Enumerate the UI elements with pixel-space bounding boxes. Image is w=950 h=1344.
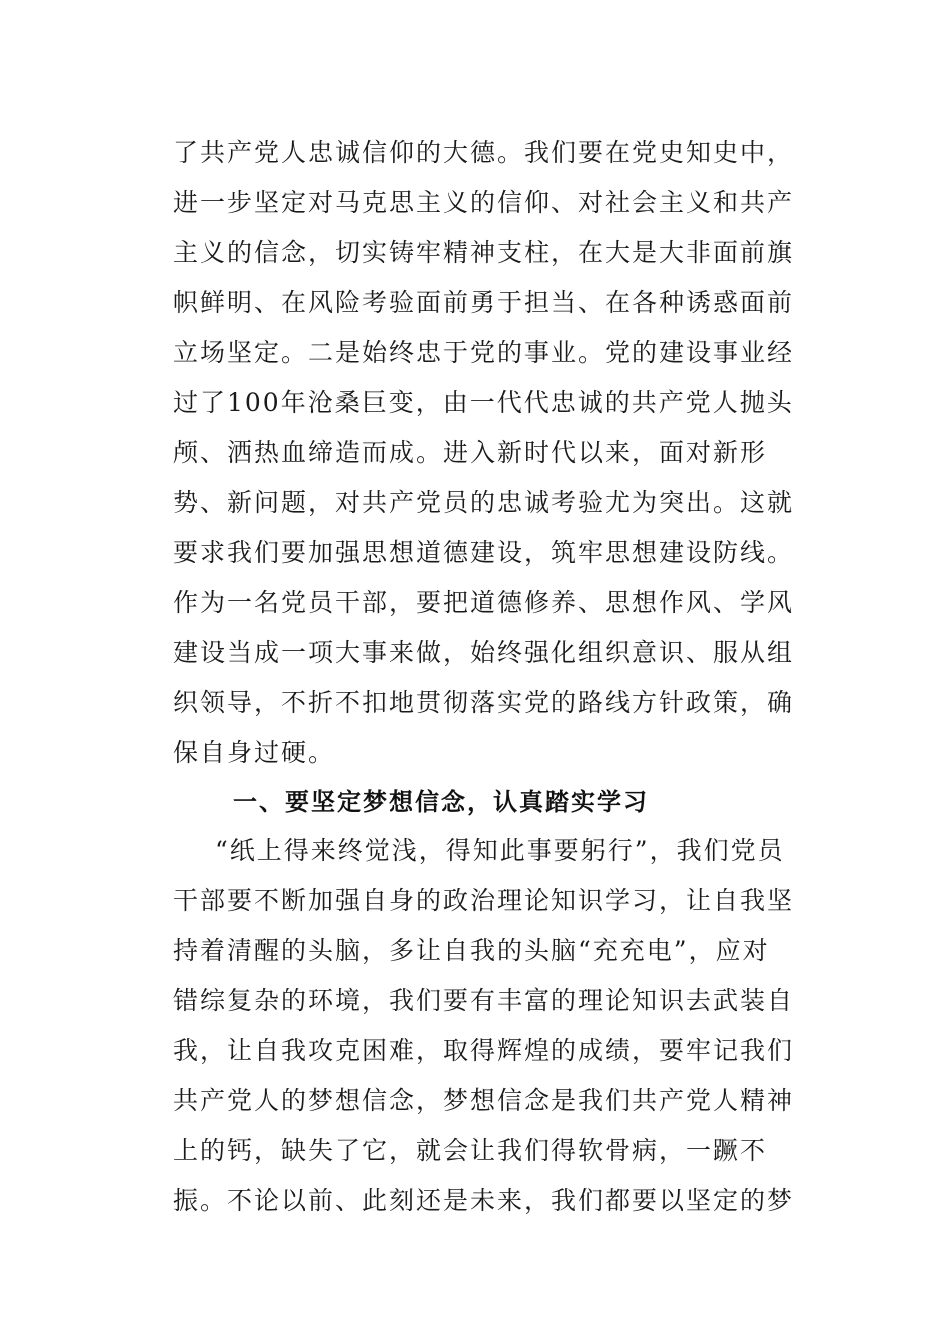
text-line: 共产党人的梦想信念，梦想信念是我们共产党人精神 — [173, 1086, 795, 1115]
text-line: 势、新问题，对共产党员的忠诚考验尤为突出。这就 — [173, 488, 795, 517]
text-line: 织领导，不折不扣地贯彻落实党的路线方针政策，确 — [173, 688, 795, 717]
text-line: 建设当成一项大事来做，始终强化组织意识、服从组 — [173, 638, 795, 667]
text-line: 错综复杂的环境，我们要有丰富的理论知识去武装自 — [173, 986, 795, 1015]
text-line: 上的钙，缺失了它，就会让我们得软骨病，一蹶不 — [173, 1136, 768, 1165]
text-line: 振。不论以前、此刻还是未来，我们都要以坚定的梦 — [173, 1186, 795, 1215]
text-line: 干部要不断加强自身的政治理论知识学习，让自我坚 — [173, 886, 795, 915]
text-line: 颅、洒热血缔造而成。进入新时代以来，面对新形 — [173, 438, 768, 467]
section-heading: 一、要坚定梦想信念，认真踏实学习 — [233, 788, 649, 816]
text-line: “纸上得来终觉浅，得知此事要躬行”，我们党员 — [215, 836, 785, 865]
text-line: 进一步坚定对马克思主义的信仰、对社会主义和共产 — [173, 188, 795, 217]
text-line: 保自身过硬。 — [173, 738, 336, 767]
text-line: 要求我们要加强思想道德建设，筑牢思想建设防线。 — [173, 538, 795, 567]
text-line: 立场坚定。二是始终忠于党的事业。党的建设事业经 — [173, 338, 795, 367]
text-line: 主义的信念，切实铸牢精神支柱，在大是大非面前旗 — [173, 238, 795, 267]
text-line: 作为一名党员干部，要把道德修养、思想作风、学风 — [173, 588, 795, 617]
text-line: 了共产党人忠诚信仰的大德。我们要在党史知史中， — [173, 138, 795, 167]
text-line: 帜鲜明、在风险考验面前勇于担当、在各种诱惑面前 — [173, 288, 795, 317]
text-line: 我，让自我攻克困难，取得辉煌的成绩，要牢记我们 — [173, 1036, 795, 1065]
text-line: 持着清醒的头脑，多让自我的头脑“充充电”，应对 — [173, 936, 770, 965]
text-line: 过了100年沧桑巨变，由一代代忠诚的共产党人抛头 — [173, 388, 794, 417]
